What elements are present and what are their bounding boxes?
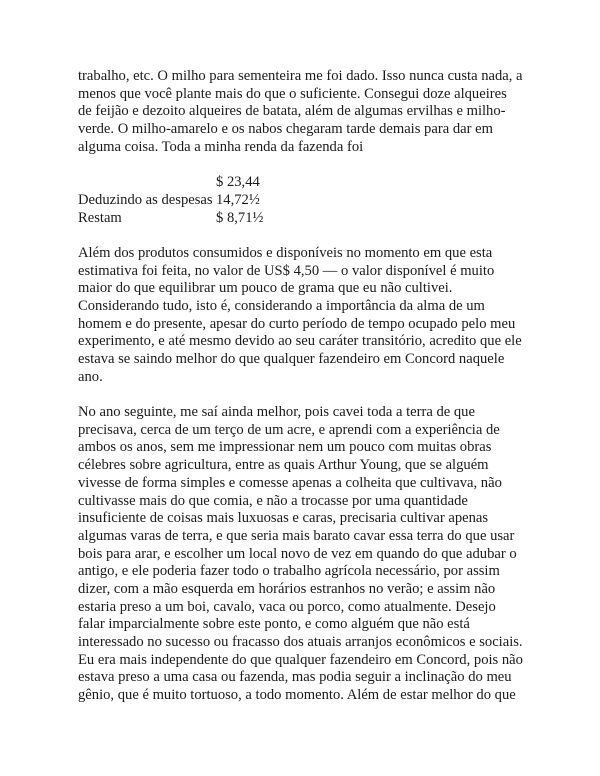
income-ledger bbox=[78, 174, 538, 227]
ledger-row bbox=[78, 192, 538, 210]
ledger-amount: $ 8,71½ bbox=[216, 209, 264, 226]
text-line: Além dos produtos consumidos e disponíveis no momento em que esta bbox=[78, 244, 493, 261]
text-line: falar imparcialmente sobre este ponto, e como alguém que não está bbox=[78, 616, 470, 633]
text-line: estava se saindo melhor do que qualquer fazendeiro em Concord naquele bbox=[78, 351, 505, 367]
spacer bbox=[78, 386, 538, 404]
text-line: dizer, com a mão esquerda em horários estranhos no verão; e assim não bbox=[78, 580, 496, 597]
text-line: célebres sobre agricultura, entre as quais Arthur Young, que se alguém bbox=[78, 457, 489, 474]
text-line: gênio, que é muito tortuoso, a todo momento. Além de estar melhor do que bbox=[78, 687, 516, 704]
text-line: trabalho, etc. O milho para sementeira me foi dado. Isso nunca custa nada, a bbox=[78, 68, 523, 84]
text-line: precisava, cerca de um terço de um acre, e aprendi com a experiência de bbox=[78, 421, 500, 438]
text-line: maior do que equilibrar um pouco de grama que eu não cultivei. bbox=[78, 280, 453, 297]
text-line: antigo, e ele poderia fazer todo o trabalho agrícola necessário, por assim bbox=[78, 563, 500, 580]
text-line: homem e do presente, apesar do curto período de tempo ocupado pelo meu bbox=[78, 315, 516, 332]
text-line: experimento, e até mesmo devido ao seu caráter transitório, acredito que ele bbox=[78, 333, 522, 350]
text-line: cultivasse mais do que comia, e não a trocasse por uma quantidade bbox=[78, 492, 468, 509]
spacer bbox=[78, 156, 538, 174]
text-line: ano. bbox=[78, 368, 103, 385]
paragraph-3 bbox=[78, 404, 538, 705]
ledger-amount: $ 23,44 bbox=[216, 174, 260, 191]
ledger-row bbox=[78, 210, 538, 228]
paragraph-1 bbox=[78, 68, 538, 156]
ledger-label: Deduzindo as despesas bbox=[78, 191, 213, 208]
text-line: estava preso a uma casa ou fazenda, mas podia seguir a inclinação do meu bbox=[78, 669, 512, 686]
ledger-amount: 14,72½ bbox=[216, 191, 260, 208]
text-line: No ano seguinte, me saí ainda melhor, pois cavei toda a terra de que bbox=[78, 404, 475, 421]
text-line: interessado no sucesso ou fracasso dos atuais arranjos econômicos e sociais. bbox=[78, 634, 523, 650]
text-line: vivesse de forma simples e comesse apenas a colheita que cultivava, não bbox=[78, 474, 502, 491]
text-line: ambos os anos, sem me impressionar nem um pouco com muitas obras bbox=[78, 439, 492, 456]
spacer bbox=[78, 227, 538, 245]
text-line: insuficiente de coisas mais luxuosas e caras, precisaria cultivar apenas bbox=[78, 510, 489, 527]
text-line: menos que você plante mais do que o suficiente. Consegui doze alqueires bbox=[78, 85, 507, 102]
paragraph-2 bbox=[78, 245, 538, 387]
text-line: estaria preso a um boi, cavalo, vaca ou porco, como atualmente. Desejo bbox=[78, 598, 496, 615]
text-line: algumas varas de terra, e que seria mais barato cavar essa terra do que usar bbox=[78, 527, 515, 544]
ledger-label bbox=[78, 174, 216, 192]
text-line: bois para arar, e escolher um local novo de vez em quando do que adubar o bbox=[78, 545, 517, 562]
ledger-row bbox=[78, 174, 538, 192]
text-line: alguma coisa. Toda a minha renda da fazenda foi bbox=[78, 138, 364, 155]
text-line: Eu era mais independente do que qualquer fazendeiro em Concord, pois não bbox=[78, 651, 523, 668]
document-page bbox=[78, 68, 538, 705]
text-line: estimativa foi feita, no valor de US$ 4,50 — o valor disponível é muito bbox=[78, 262, 495, 279]
text-line: de feijão e dezoito alqueires de batata, além de algumas ervilhas e milho- bbox=[78, 103, 506, 120]
ledger-label: Restam bbox=[78, 209, 122, 226]
text-line: verde. O milho-amarelo e os nabos chegaram tarde demais para dar em bbox=[78, 121, 493, 138]
text-line: Considerando tudo, isto é, considerando a importância da alma de um bbox=[78, 297, 485, 314]
